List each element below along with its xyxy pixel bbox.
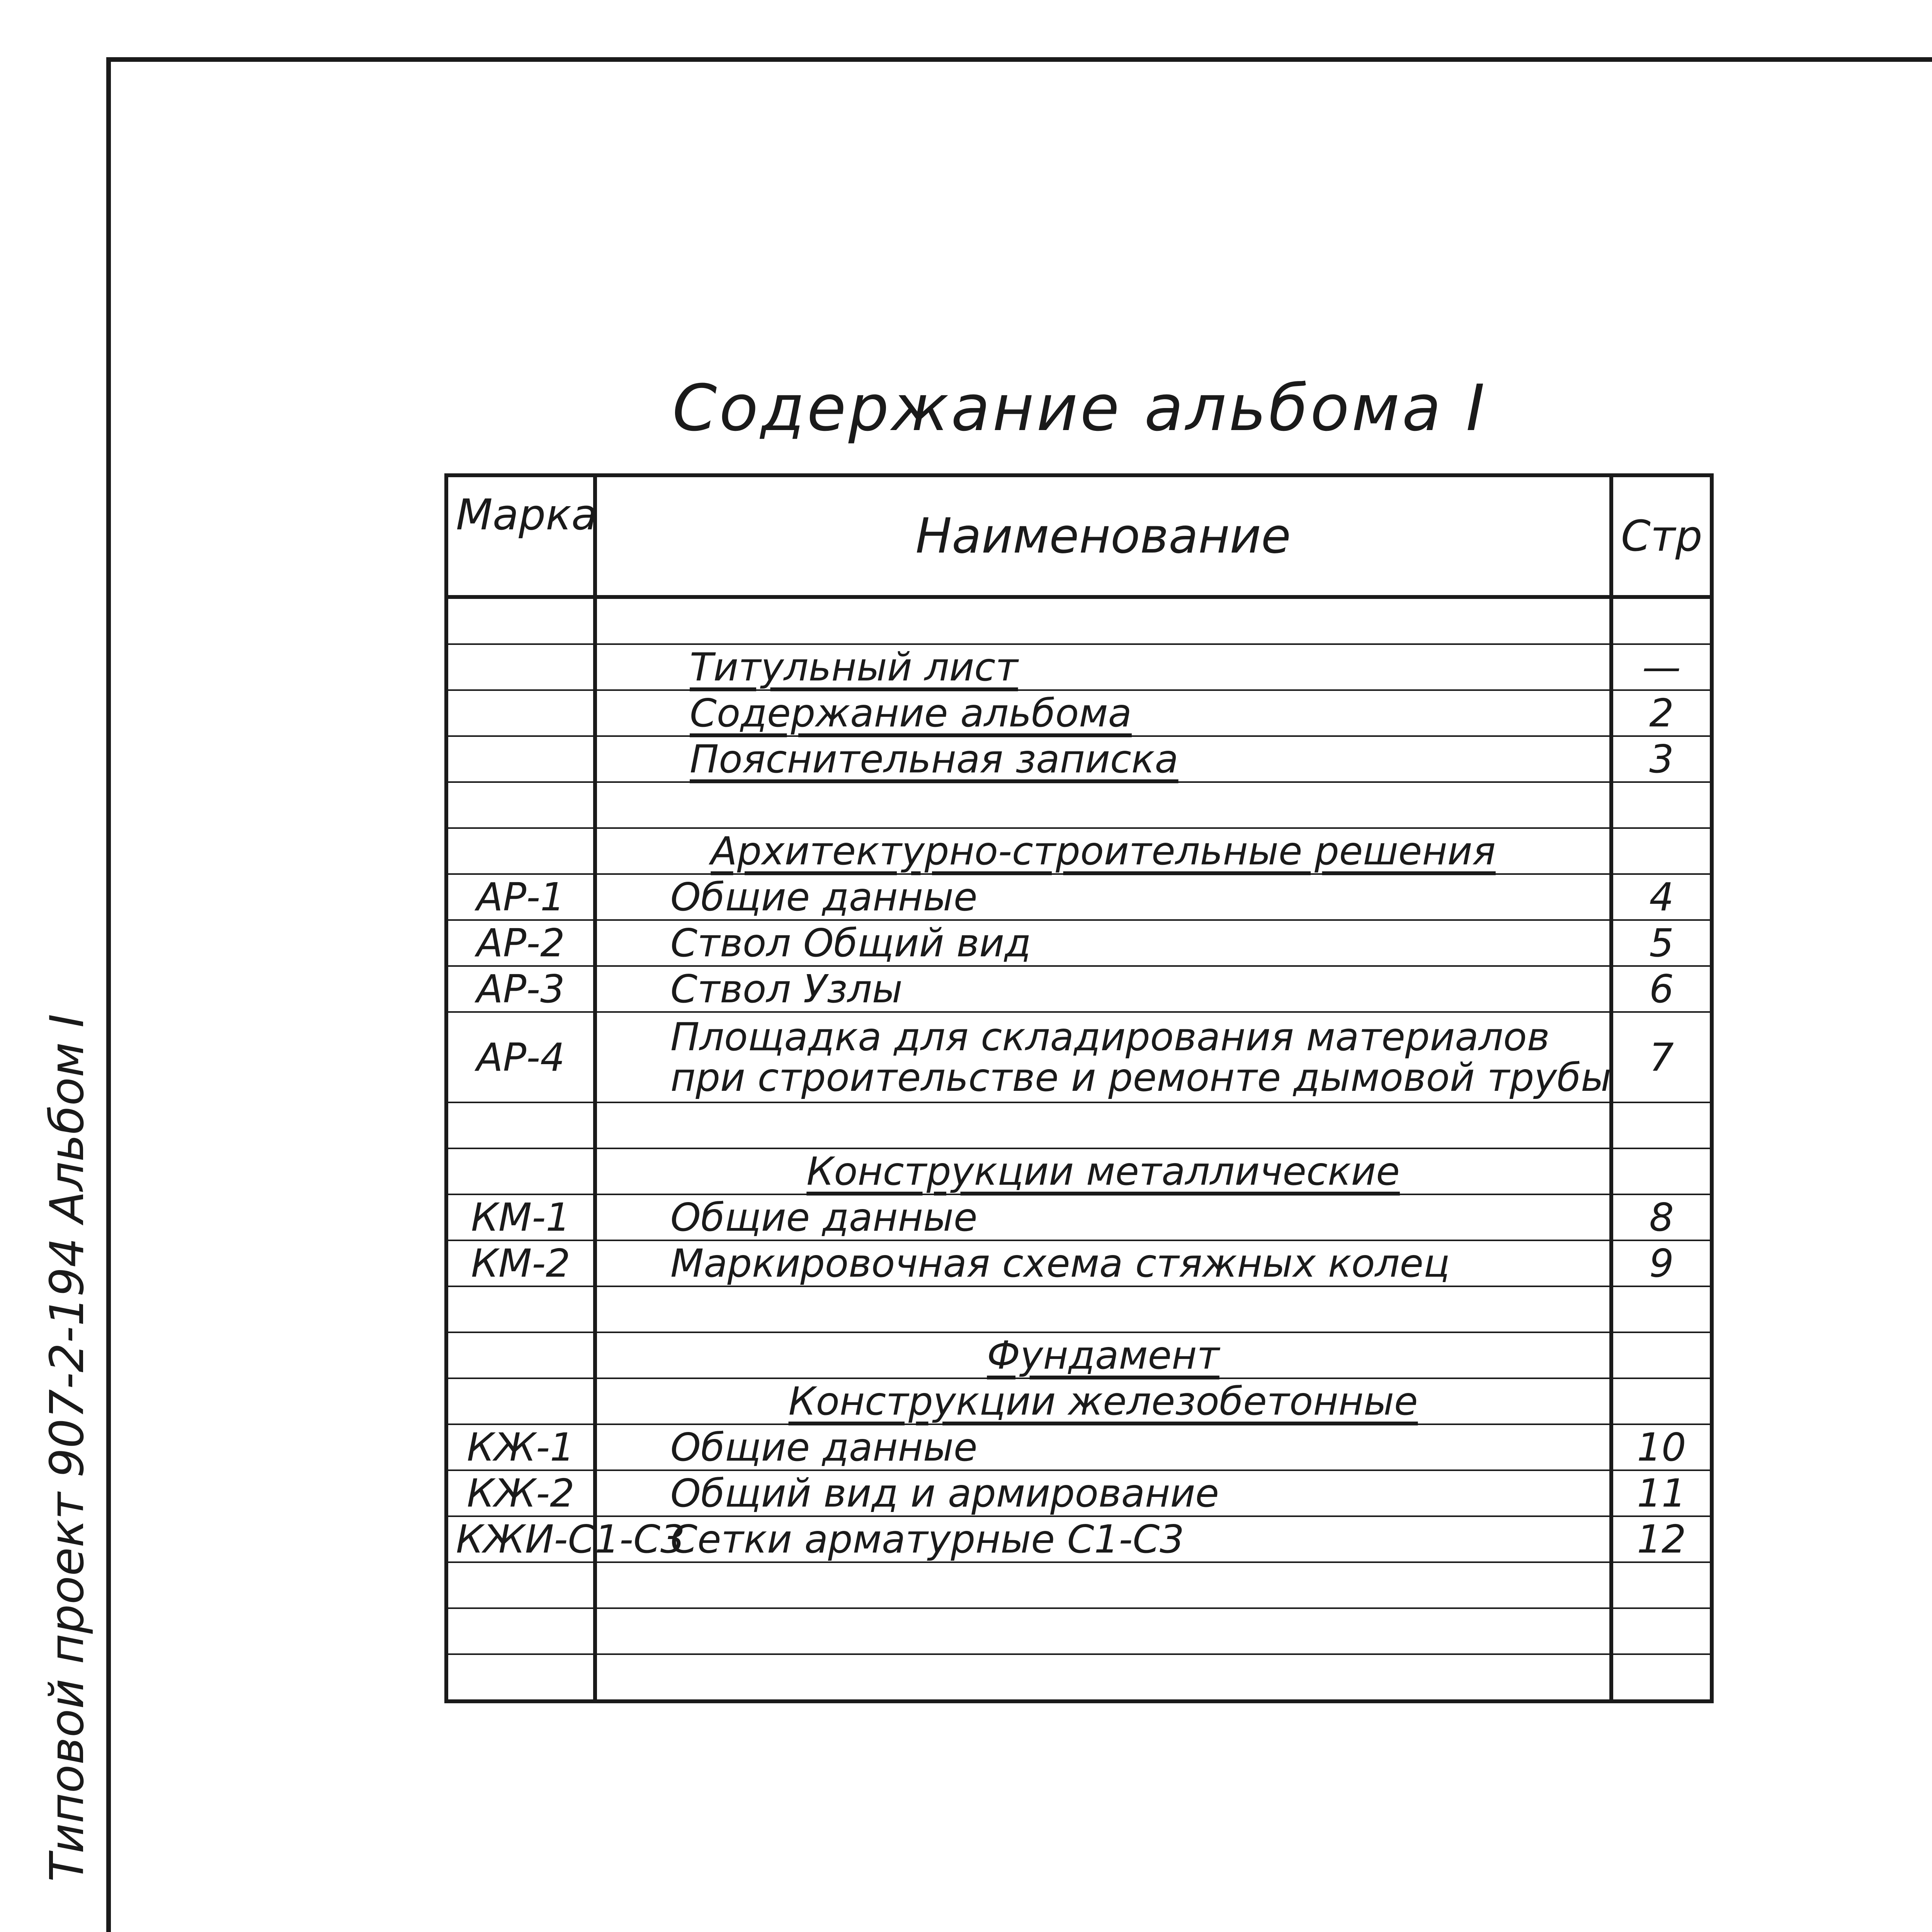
- row-page: [1611, 597, 1712, 644]
- table-row: [446, 782, 1712, 828]
- row-mark: [446, 1378, 595, 1424]
- table-row: [446, 1424, 1712, 1470]
- row-mark: [446, 597, 595, 644]
- table-row: [446, 1148, 1712, 1194]
- table-row: [446, 1470, 1712, 1516]
- row-page: 12: [1611, 1516, 1712, 1562]
- row-page: 4: [1611, 874, 1712, 920]
- row-name: [595, 1102, 1611, 1148]
- row-mark: КМ-2: [446, 1240, 595, 1286]
- row-page: 7: [1611, 1012, 1712, 1102]
- table-row: [446, 1654, 1712, 1701]
- row-name: [595, 1608, 1611, 1654]
- table-row: [446, 1194, 1712, 1240]
- table-row: [446, 1286, 1712, 1332]
- table-row: [446, 1332, 1712, 1378]
- row-name: [595, 1562, 1611, 1608]
- section-title: Конструкции металлические: [806, 1149, 1400, 1194]
- table-row: [446, 966, 1712, 1012]
- table-row: [446, 644, 1712, 690]
- row-name: [595, 1148, 1611, 1194]
- row-page: [1611, 1332, 1712, 1378]
- item-title: Пояснительная записка: [690, 736, 1179, 782]
- row-name: Ствол Общий вид: [595, 920, 1611, 966]
- table-header-row: [446, 475, 1712, 597]
- table-row: [446, 1516, 1712, 1562]
- contents-body: [446, 475, 1712, 1701]
- row-mark: [446, 1654, 595, 1701]
- contents-table: [444, 473, 1714, 1703]
- row-name: Общие данные: [595, 1194, 1611, 1240]
- row-page: 3: [1611, 736, 1712, 782]
- row-mark: [446, 782, 595, 828]
- row-name: [595, 690, 1611, 736]
- row-page: [1611, 1148, 1712, 1194]
- section-title: Фундамент: [987, 1333, 1219, 1378]
- row-name: [595, 597, 1611, 644]
- table-row: [446, 1102, 1712, 1148]
- table-row: [446, 828, 1712, 874]
- row-page: —: [1611, 644, 1712, 690]
- row-page: 11: [1611, 1470, 1712, 1516]
- table-row: [446, 597, 1712, 644]
- row-mark: [446, 1562, 595, 1608]
- row-mark: АР-3: [446, 966, 595, 1012]
- row-mark: [446, 690, 595, 736]
- table-row: [446, 1608, 1712, 1654]
- row-mark: [446, 1102, 595, 1148]
- row-mark: [446, 1286, 595, 1332]
- table-row: [446, 736, 1712, 782]
- row-name: [595, 1378, 1611, 1424]
- row-mark: [446, 1332, 595, 1378]
- row-page: [1611, 1102, 1712, 1148]
- row-mark: КЖ-1: [446, 1424, 595, 1470]
- row-mark: [446, 644, 595, 690]
- row-name: [595, 828, 1611, 874]
- table-row: [446, 1012, 1712, 1102]
- row-page: 9: [1611, 1240, 1712, 1286]
- table-row: [446, 920, 1712, 966]
- table-row: [446, 1562, 1712, 1608]
- table-row: [446, 874, 1712, 920]
- row-mark: [446, 1148, 595, 1194]
- row-mark: АР-4: [446, 1012, 595, 1102]
- row-page: [1611, 1608, 1712, 1654]
- table-row: [446, 1378, 1712, 1424]
- row-name: [595, 1654, 1611, 1701]
- row-name: Сетки арматурные С1-С3: [595, 1516, 1611, 1562]
- row-mark: [446, 736, 595, 782]
- row-page: [1611, 1286, 1712, 1332]
- row-page: [1611, 1654, 1712, 1701]
- row-name: [595, 1332, 1611, 1378]
- table-row: [446, 1240, 1712, 1286]
- item-title: Содержание альбома: [690, 690, 1132, 736]
- row-page: 5: [1611, 920, 1712, 966]
- row-name: [595, 782, 1611, 828]
- row-name: Общий вид и армирование: [595, 1470, 1611, 1516]
- header-mark: Марка: [446, 475, 595, 597]
- row-mark: [446, 828, 595, 874]
- row-page: [1611, 782, 1712, 828]
- row-name: [595, 1286, 1611, 1332]
- row-name: [595, 736, 1611, 782]
- row-mark: КЖИ-С1-С3: [446, 1516, 595, 1562]
- table-row: [446, 690, 1712, 736]
- row-page: [1611, 1378, 1712, 1424]
- row-page: [1611, 1562, 1712, 1608]
- row-mark: АР-1: [446, 874, 595, 920]
- page-title: Содержание альбома I: [672, 371, 1487, 445]
- row-name: Общие данные: [595, 874, 1611, 920]
- row-page: 6: [1611, 966, 1712, 1012]
- item-title-line-2: при строительстве и ремонте дымовой трубы: [670, 1055, 1612, 1100]
- row-name: Общие данные: [595, 1424, 1611, 1470]
- row-mark: КЖ-2: [446, 1470, 595, 1516]
- item-title-line-1: Площадка для складирования материалов: [670, 1014, 1550, 1060]
- row-name: [595, 1012, 1611, 1102]
- row-name: [595, 644, 1611, 690]
- row-name: Маркировочная схема стяжных колец: [595, 1240, 1611, 1286]
- section-title: Конструкции железобетонные: [788, 1379, 1418, 1424]
- row-mark: КМ-1: [446, 1194, 595, 1240]
- row-mark: [446, 1608, 595, 1654]
- row-page: 8: [1611, 1194, 1712, 1240]
- header-name: Наименование: [595, 475, 1611, 597]
- item-title: Титульный лист: [690, 645, 1018, 690]
- row-name: Ствол Узлы: [595, 966, 1611, 1012]
- row-mark: АР-2: [446, 920, 595, 966]
- header-page: Стр: [1611, 475, 1712, 597]
- side-project-label: Типовой проект 907-2-194 Альбом I: [41, 1014, 94, 1882]
- row-page: 2: [1611, 690, 1712, 736]
- row-page: 10: [1611, 1424, 1712, 1470]
- section-title: Архитектурно-строительные решения: [711, 828, 1496, 874]
- row-page: [1611, 828, 1712, 874]
